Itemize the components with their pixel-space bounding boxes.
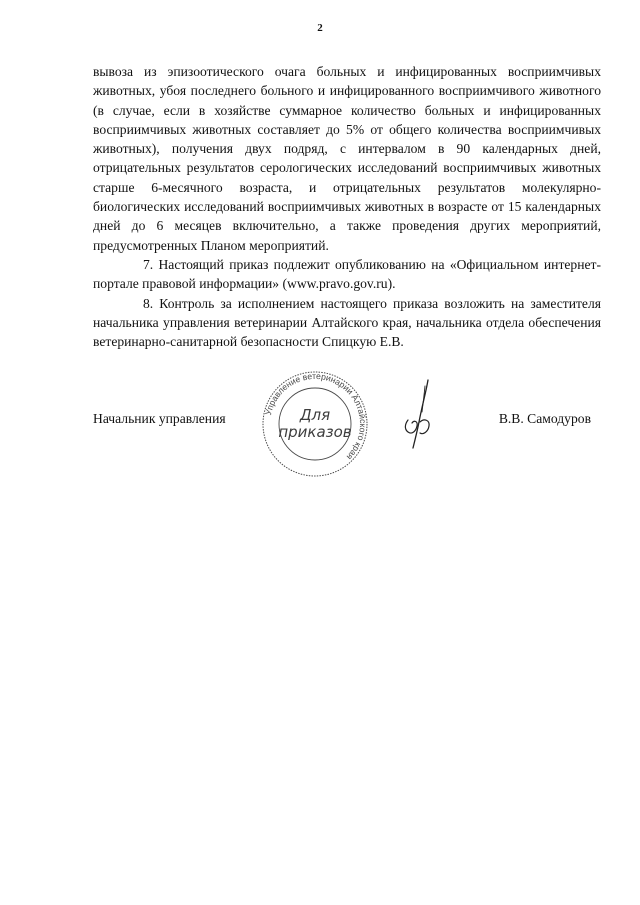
handwritten-signature: [398, 378, 440, 450]
stamp-ring-text: Управление ветеринарии Алтайского края: [262, 370, 369, 463]
paragraph-item-8: 8. Контроль за исполнением настоящего приказа возложить на заместителя начальника управления ветеринарии Алтайского края, начальника отдела обеспечения ветеринарно-санитарной безопасности Спицкую Е.В.: [93, 295, 601, 350]
stamp-center-line-2: приказов: [278, 423, 352, 441]
paragraph-continuation: вывоза из эпизоотического очага больных и инфицированных восприимчивых животных, убоя последнего больного и инфицированного восприимчивого животного (в случае, если в хозяйстве суммарное количество больных и инфицированных восприимчивых животных составляет до 5% от общего количества восприимчивых животных), получения двух подряд, с интервалом в 90 календарных дней, отрицательных результатов серологических исследований восприимчивых животных старше 6-месячного возраста, и отрицательных результатов молекулярно-биологических исследований восприимчивых животных в возрасте от 15 календарных дней до 6 месяцев включительно, а также проведения других мероприятий, предусмотренных Планом мероприятий.: [93, 64, 601, 253]
stamp-center-line-1: Для: [299, 406, 331, 424]
page-number: 2: [317, 22, 323, 34]
office-stamp: [252, 370, 378, 478]
position-title: Начальник управления: [93, 411, 226, 426]
paragraph-item-7: 7. Настоящий приказ подлежит опубликованию на «Официальном интернет-портале правовой информации» (www.pravo.gov.ru).: [93, 256, 601, 292]
document-body: [93, 62, 601, 351]
signatory-name: В.В. Самодуров: [498, 411, 591, 426]
